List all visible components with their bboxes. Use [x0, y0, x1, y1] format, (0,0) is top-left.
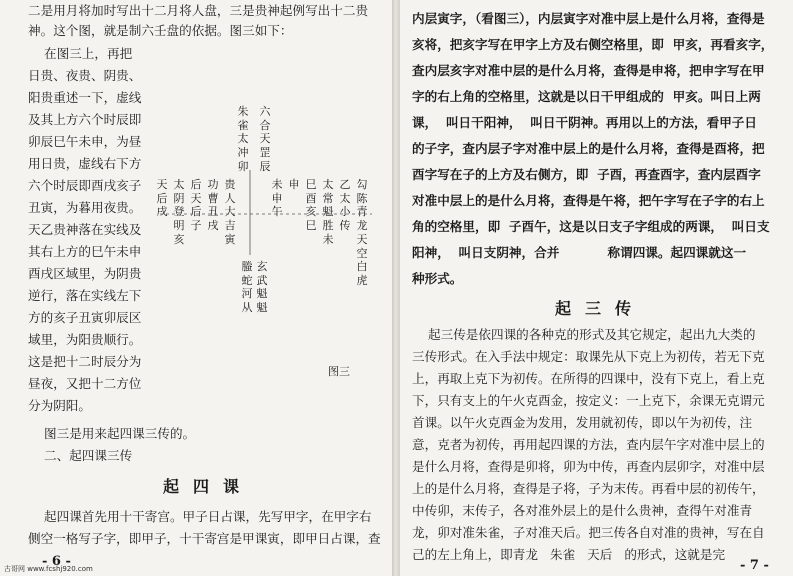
text-line: 酉字写在子的上方及右侧方，即 子酉，再查酉字，查内层酉字 [412, 167, 761, 182]
section-heading: 起三传 [555, 299, 646, 318]
text-line: 意，克者为初传，再用起四课的方法，查内层午字对准中层上的 [412, 437, 765, 452]
text-line: 三传形式。在入手法中规定：取课先从下克上为初传，若无下克 [412, 349, 765, 364]
section-subheading: 二、起四课三传 [28, 448, 133, 463]
text-line: 用日贵，虚线右下方 [28, 156, 142, 171]
watermark-footer: 古哥网 www.fcshj920.com [4, 565, 93, 573]
figure-column: 贵人大吉寅 [224, 178, 236, 246]
figure-column: 勾陈青龙天空白虎 [356, 178, 368, 287]
text-line: 字的右上角的空格里，这就是以日干甲组成的 甲亥。叫日上两 [412, 89, 761, 104]
text-line: 首课。以午火克酉金为发用，发用就初传，即以午为初传，注 [412, 415, 753, 430]
text-line: 是什么月将，查得是卯将，卯为中传，再查内层卯字，对准中层 [412, 459, 765, 474]
figure-column: 后天后子 [190, 178, 202, 233]
page-number: - 7 - [740, 558, 769, 573]
text-line: 侧空一格写子字，即甲子，十干寄宫是甲课寅，即甲日占课，查 [28, 531, 381, 546]
figure-column: 巳酉亥巳 [305, 178, 317, 233]
text-line: 角的空格里，即 子酉午，这是以日支子字组成的两课， 叫日支 [412, 219, 770, 234]
figure-column: 螣蛇河从 [241, 260, 253, 315]
text-line: 方的亥子丑寅卯辰区 [28, 310, 142, 325]
figure-column: 天后戌 [156, 178, 168, 219]
text-line: 中传卯，末传子，各对准外层上的是什么贵神，查得午对准青 [412, 503, 753, 518]
text-line: 丑寅，为暮用夜贵。 [28, 200, 142, 215]
figure-label: 图三 [328, 365, 350, 378]
text-line: 上，再取上克下为初传。在所得的四课中，没有下克上，看上克 [412, 371, 765, 386]
text-line: 六个时辰即酉戌亥子 [28, 178, 142, 193]
text-line: 日贵、夜贵、阴贵、 [28, 68, 142, 83]
text-line: 课， 叫日干阳神， 叫日干阴神。再用以上的方法，看甲子日 [412, 115, 757, 130]
text-line: 昼夜，又把十二方位 [28, 376, 142, 391]
text-line: 起三传是依四课的各种克的形式及其它规定，起出九大类的 [412, 327, 756, 342]
text-line: 己的左上角上，即青龙 朱雀 天后 的形式，这就是完 [412, 547, 726, 562]
text-line: 种形式。 [412, 271, 463, 286]
text-line: 图三是用来起四课三传的。 [28, 426, 196, 441]
figure-column: 六合天罡辰 [259, 105, 271, 173]
text-line: 神。这个图，就是制六壬盘的依据。图三如下： [28, 23, 293, 38]
text-line: 阳神， 叫日支阴神，合并 称谓四课。起四课就这一 [412, 245, 747, 260]
text-line: 起四课首先用十干寄宫。甲子日占课，先写甲字，在甲字右 [28, 509, 372, 524]
text-line: 对准中层上的是什么月将，查得是午将，把午字写在子字的右上 [412, 193, 765, 208]
section-heading: 起四课 [163, 477, 254, 496]
text-line: 域里，为阳贵顺行。 [28, 332, 142, 347]
text-line: 下，只有支上的午火克酉金，按定义：一上克下，余课无克谓元 [412, 393, 765, 408]
text-line: 内层寅字，（看图三），内层寅字对准中层上是什么月将，查得是 [412, 11, 765, 26]
figure-column: 未申午 [271, 178, 283, 219]
figure-column: 功曹丑戌 [207, 178, 219, 233]
figure-column: 太阴登明亥 [173, 178, 185, 246]
text-line: 查内层亥字对准中层的是什么月将，查得是申将，把申字写在甲 [412, 63, 765, 78]
text-line: 卯辰巳午未申，为昼 [28, 134, 142, 149]
text-line: 阳贵重述一下，虚线 [28, 90, 142, 105]
figure-column: 玄武魁魁 [256, 260, 268, 315]
text-line: 亥将，把亥字写在甲字上方及右侧空格里，即 甲亥，再看亥字， [412, 37, 774, 52]
text-line: 二是用月将加时写出十二月将人盘，三是贵神起例写出十二贵 [28, 3, 369, 18]
left-page [0, 0, 392, 576]
figure-column: 朱雀太冲卯 [237, 105, 249, 173]
text-line: 龙，卯对准朱雀，子对准天后。把三传各自对准的贵神，写在自 [412, 525, 765, 540]
text-line: 逆行，落在实线左下 [28, 288, 142, 303]
figure-column: 乙太小传 [339, 178, 351, 233]
text-line: 在图三上，再把 [28, 46, 133, 61]
text-line: 酉戌区域里，为阴贵 [28, 266, 142, 281]
figure-column: 太常魁胜未 [322, 178, 334, 246]
text-line: 及其上方六个时辰即 [28, 112, 142, 127]
book-gutter [392, 0, 400, 576]
text-line: 分为阴阳。 [28, 398, 91, 413]
text-line: 其右上方的巳午未申 [28, 244, 142, 259]
text-line: 这是把十二时辰分为 [28, 354, 142, 369]
right-page [400, 0, 793, 576]
figure-column: 申 [288, 178, 300, 191]
page-number: - 6 - [42, 554, 71, 569]
text-line: 的子字，查内层子字对准中层上的是什么月将，查得是酉将，把 [412, 141, 765, 156]
text-line: 天乙贵神落在实线及 [28, 222, 142, 237]
text-line: 上的是什么月将，查得是子将，子为末传。再看中层的初传午， [412, 481, 765, 496]
